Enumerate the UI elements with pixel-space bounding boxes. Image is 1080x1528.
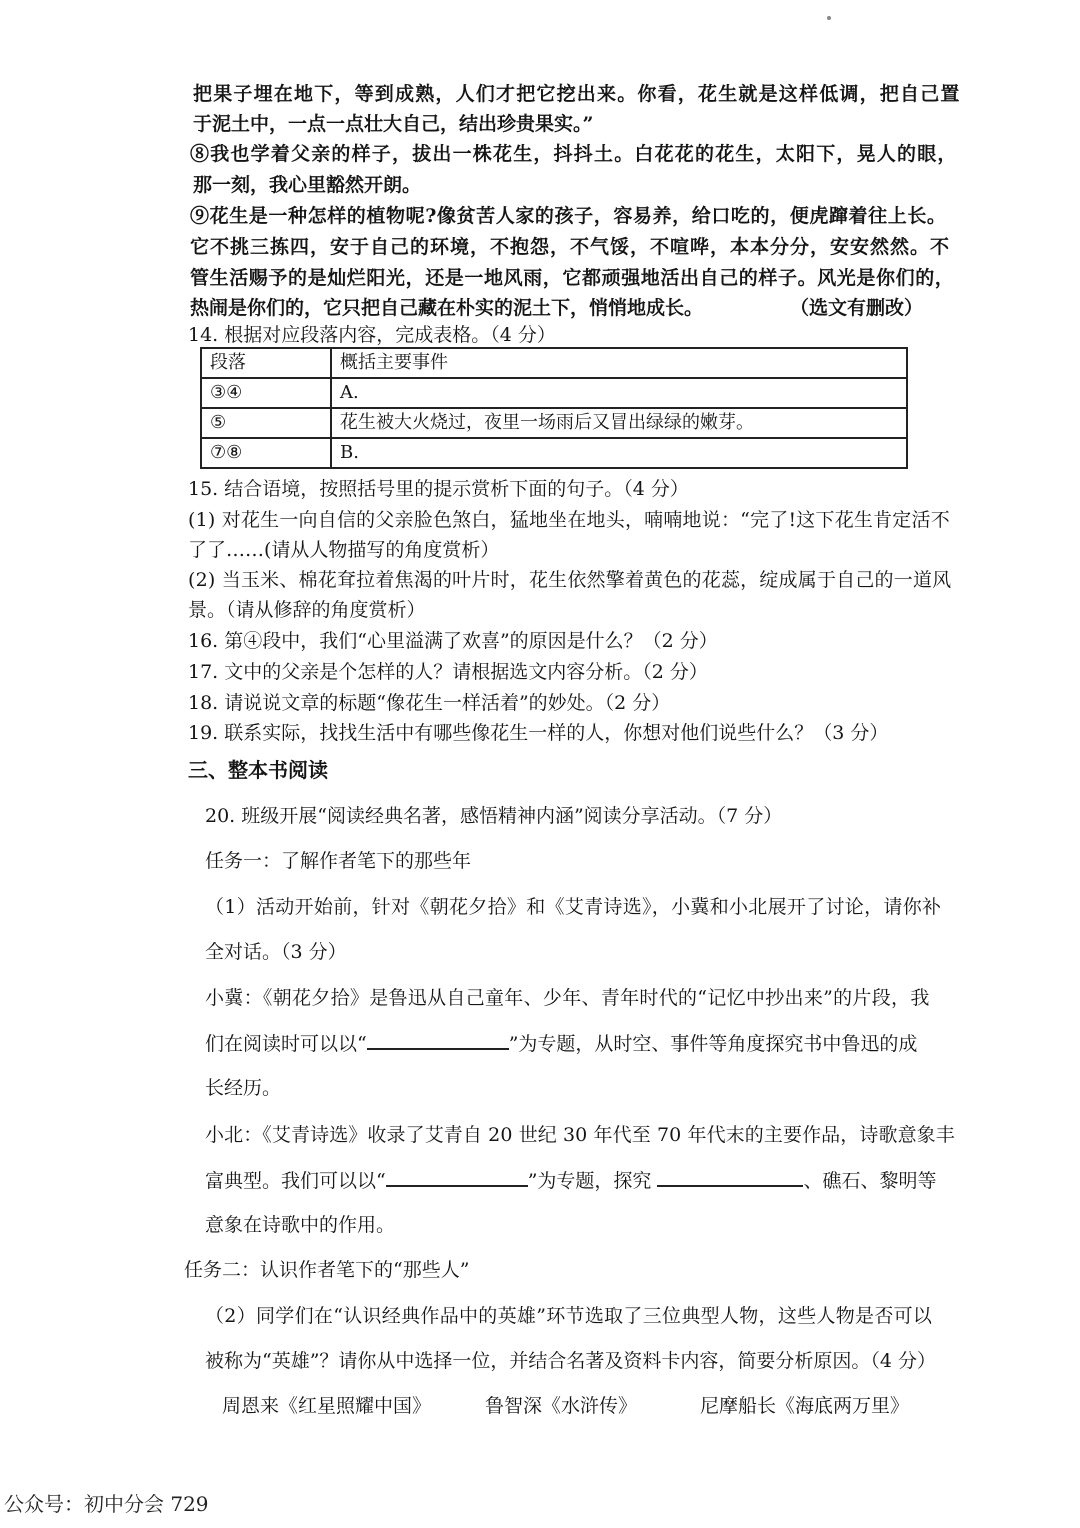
task-2-heading: 任务二：认识作者笔下的“那些人” [184, 1259, 470, 1281]
task-1-prompt: （1）活动开始前，针对《朝花夕拾》和《艾青诗选》，小冀和小北展开了讨论，请你补 [205, 896, 942, 918]
task-2-prompt-cont: 被称为“英雄”？请你从中选择一位，并结合名著及资料卡内容，简要分析原因。（4 分） [205, 1350, 937, 1372]
dialogue-xiaobei-cont [205, 1167, 937, 1194]
task-1-heading: 任务一：了解作者笔下的那些年 [205, 850, 472, 872]
dialogue-text: 们在阅读时可以以“ [205, 1033, 367, 1055]
question-19: 19. 联系实际，找找生活中有哪些像花生一样的人，你想对他们说些什么？（3 分） [188, 722, 889, 744]
dialogue-xiaoji-end: 长经历。 [205, 1077, 282, 1099]
dialogue-text: ”为专题，从时空、事件等角度探究书中鲁迅的成 [508, 1033, 918, 1055]
passage-line: 那一刻，我心里豁然开朗。 [193, 174, 422, 196]
passage-line: 热闹是你们的，它只把自己藏在朴实的泥土下，悄悄地成长。 [190, 297, 704, 319]
summary-table [200, 347, 908, 469]
table-cell: A. [331, 378, 907, 408]
question-14: 14. 根据对应段落内容，完成表格。（4 分） [188, 324, 556, 346]
passage-line: 于泥土中，一点一点壮大自己，结出珍贵果实。” [193, 113, 594, 135]
table-row [201, 408, 907, 438]
table-row [201, 378, 907, 408]
dialogue-text: 、礁石、黎明等 [803, 1170, 937, 1192]
question-15-2: (2) 当玉米、棉花耷拉着焦渴的叶片时，花生依然擎着黄色的花蕊，绽成属于自己的一道风 [188, 569, 952, 591]
question-15: 15. 结合语境，按照括号里的提示赏析下面的句子。（4 分） [188, 478, 689, 500]
question-20: 20. 班级开展“阅读经典名著，感悟精神内涵”阅读分享活动。（7 分） [205, 805, 783, 827]
source-note: （选文有删改） [790, 297, 924, 319]
dialogue-xiaobei: 小北：《艾青诗选》收录了艾青自 20 世纪 30 年代至 70 年代末的主要作品，诗歌意象丰 [205, 1124, 955, 1146]
footer-watermark: 公众号：初中分会 729 [4, 1492, 209, 1516]
question-16: 16. 第④段中，我们“心里溢满了欢喜”的原因是什么？（2 分） [188, 630, 718, 652]
choice-captain-nemo: 尼摩船长《海底两万里》 [700, 1395, 910, 1417]
question-17: 17. 文中的父亲是个怎样的人？请根据选文内容分析。（2 分） [188, 661, 708, 683]
table-cell: 花生被大火烧过，夜里一场雨后又冒出绿绿的嫩芽。 [331, 408, 907, 438]
answer-blank[interactable] [657, 1167, 803, 1187]
table-cell: B. [331, 438, 907, 468]
answer-blank[interactable] [386, 1167, 528, 1187]
question-15-1: (1) 对花生一向自信的父亲脸色煞白，猛地坐在地头，喃喃地说：“完了!这下花生肯定活不 [188, 509, 950, 531]
scan-speck [827, 16, 831, 20]
answer-blank[interactable] [367, 1030, 509, 1050]
task-1-prompt-cont: 全对话。（3 分） [205, 941, 347, 963]
passage-line: ⑨花生是一种怎样的植物呢?像贫苦人家的孩子，容易养，给口吃的，便虎蹿着往上长。 [190, 205, 947, 227]
table-cell: ⑦⑧ [201, 438, 331, 468]
passage-line: 它不挑三拣四，安于自己的环境，不抱怨，不气馁，不喧哗，本本分分，安安然然。不 [190, 236, 951, 258]
section-heading: 三、整本书阅读 [188, 758, 328, 782]
question-18: 18. 请说说文章的标题“像花生一样活着”的妙处。（2 分） [188, 692, 671, 714]
passage-line: ⑧我也学着父亲的样子，拔出一株花生，抖抖土。白花花的花生，太阳下，晃人的眼， [190, 143, 958, 165]
dialogue-xiaobei-end: 意象在诗歌中的作用。 [205, 1214, 396, 1236]
table-cell: ⑤ [201, 408, 331, 438]
table-row [201, 438, 907, 468]
dialogue-xiaoji-cont [205, 1030, 917, 1057]
table-header-row [201, 348, 907, 378]
question-15-2-cont: 景。（请从修辞的角度赏析） [188, 599, 426, 621]
passage-line: 把果子埋在地下，等到成熟，人们才把它挖出来。你看，花生就是这样低调，把自己置 [193, 83, 961, 105]
dialogue-text: 富典型。我们可以以“ [205, 1170, 386, 1192]
table-header-cell: 段落 [201, 348, 331, 378]
choice-zhou-enlai: 周恩来《红星照耀中国》 [222, 1395, 432, 1417]
table-cell: ③④ [201, 378, 331, 408]
table-header-cell: 概括主要事件 [331, 348, 907, 378]
question-15-1-cont: 了了……(请从人物描写的角度赏析） [188, 539, 500, 561]
task-2-prompt: （2）同学们在“认识经典作品中的英雄”环节选取了三位典型人物，这些人物是否可以 [205, 1305, 933, 1327]
choice-lu-zhishen: 鲁智深《水浒传》 [485, 1395, 638, 1417]
passage-line: 管生活赐予的是灿烂阳光，还是一地风雨，它都顽强地活出自己的样子。风光是你们的， [190, 267, 955, 289]
dialogue-xiaoji: 小冀：《朝花夕拾》是鲁迅从自己童年、少年、青年时代的“记忆中抄出来”的片段，我 [205, 987, 930, 1009]
dialogue-text: ”为专题，探究 [527, 1170, 652, 1192]
